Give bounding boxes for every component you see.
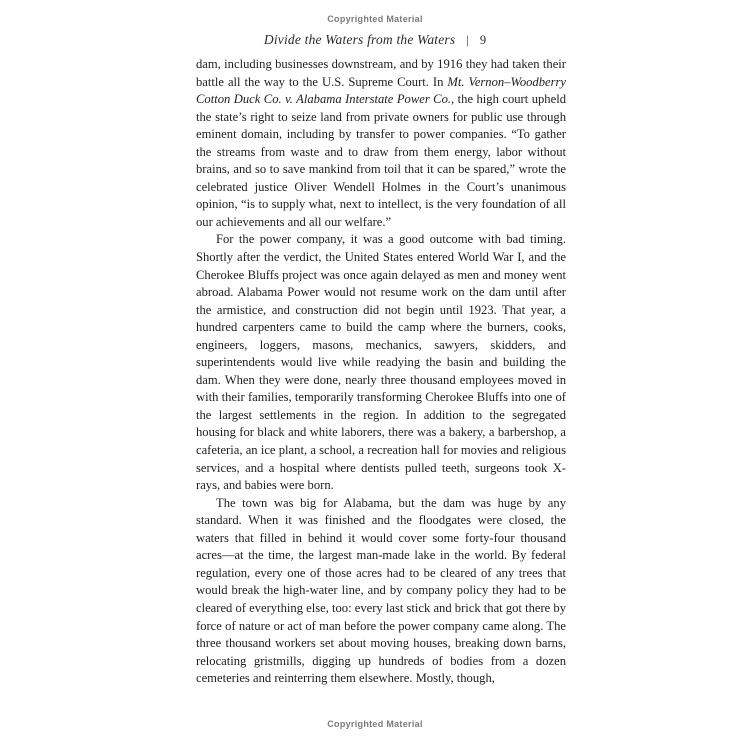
copyright-notice-bottom: Copyrighted Material [327, 719, 423, 729]
running-head [0, 32, 750, 48]
page-number: 9 [479, 33, 487, 47]
paragraph: For the power company, it was a good outcome with bad timing. Shortly after the verdict, the United States entered World War I, and the Cherokee Bluffs project was once again delayed as men and money went abroad. Alabama Power would not resume work on the dam until after the armistice, and construction did not begin until 1923. That year, a hundred carpenters came to build the camp where the burners, cooks, engineers, loggers, masons, mechanics, sawyers, skidders, and superintendents would live while readying the basin and building the dam. When they were done, nearly three thousand employees moved in with their families, temporarily transforming Cherokee Bluffs into one of the largest settlements in the region. In addition to the segregated housing for black and white laborers, there was a bakery, a barbershop, a cafeteria, an ice plant, a school, a recreation hall for movies and religious services, and a hospital where dentists pulled teeth, surgeons took X-rays, and babies were born. [196, 232, 566, 493]
running-head-title: Divide the Waters from the Waters [263, 32, 456, 47]
paragraph: dam, including businesses downstream, and by 1916 they had taken their battle all the way to the U.S. Supreme Court. In Mt. Vernon–Woodberry Cotton Duck Co. v. Alabama Interstate Power Co., the high court upheld the state’s right to seize land from private owners for public use through eminent domain, including by transfer to power companies. “To gather the streams from waste and to draw from them energy, labor without brains, and so to save mankind from toil that it can be spared,” wrote the celebrated justice Oliver Wendell Holmes in the Court’s unanimous opinion, “is to supply what, next to intellect, is the very foundation of all our achievements and all our welfare.” [196, 57, 567, 229]
body-text [196, 56, 566, 688]
running-head-separator: | [466, 33, 469, 47]
paragraph: The town was big for Alabama, but the dam was huge by any standard. When it was finished and the floodgates were closed, the waters that filled in behind it would cover some forty-four thousand acres—at the time, the largest man-made lake in the world. By federal regulation, every one of those acres had to be cleared of any trees that would break the high-water line, and by company policy they had to be cleared of everything else, too: every last stick and brick that got there by force of nature or act of man before the power company came along. The three thousand workers set about moving houses, breaking down barns, relocating gristmills, digging up hundreds of bodies from a dozen cemeteries and reinterring them elsewhere. Mostly, though, [196, 495, 566, 686]
copyright-notice-top: Copyrighted Material [327, 14, 423, 24]
